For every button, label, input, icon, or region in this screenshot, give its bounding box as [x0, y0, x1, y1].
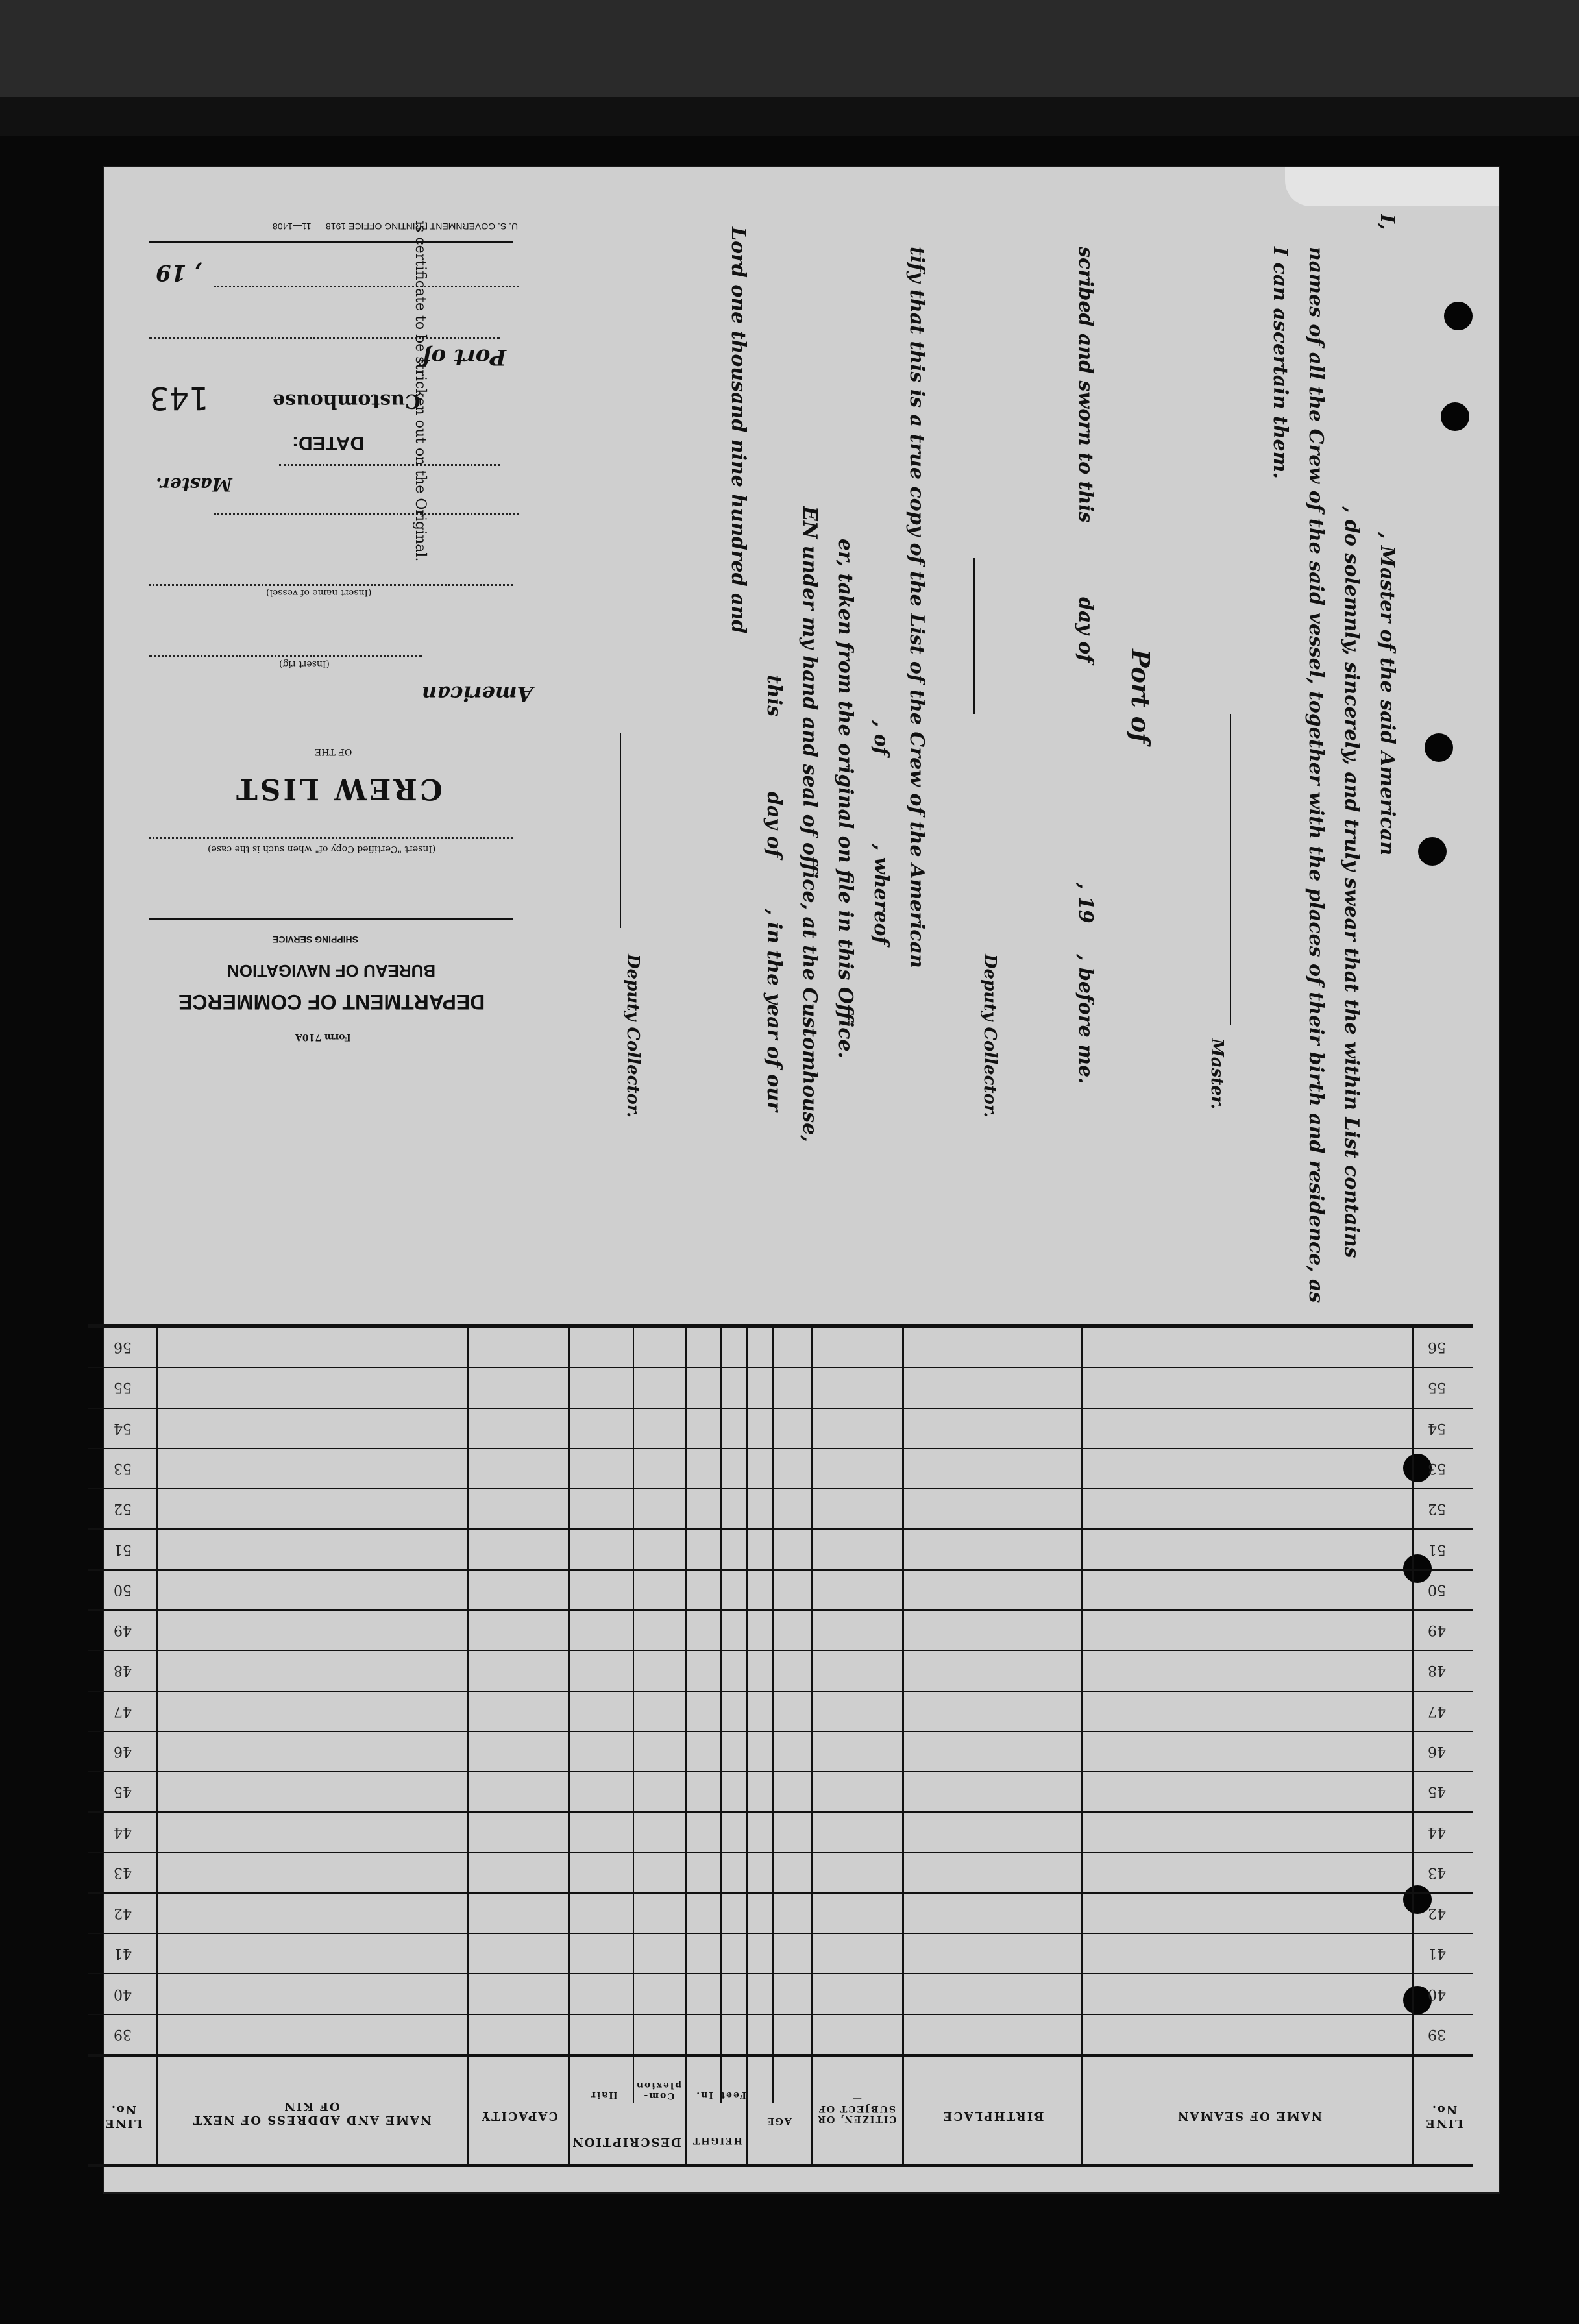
- oath-line2: , do solemnly, sincerely, and truly swear that the within List contains: [1340, 506, 1363, 1258]
- row-number-right: 47: [1428, 1703, 1446, 1719]
- row-number-left: 47: [114, 1703, 132, 1719]
- date-year-line: , 19: [156, 260, 202, 286]
- date-line: [214, 286, 519, 287]
- row-number-right: 41: [1428, 1945, 1446, 1961]
- bureau-label: BUREAU OF NAVIGATION: [227, 961, 436, 981]
- row-number-right: 48: [1428, 1662, 1446, 1678]
- certificate-line6: Lord one thousand nine hundred and: [727, 227, 750, 634]
- header-age: AGE: [766, 2116, 792, 2126]
- row-number-left: 54: [114, 1420, 132, 1436]
- table-row: [88, 1327, 1473, 1328]
- header-feet: Feet: [719, 2090, 746, 2100]
- row-number-left: 50: [114, 1582, 132, 1598]
- punch-hole: [1425, 733, 1453, 762]
- certified-copy-note: (Insert "Certified Copy of" when such is the case): [208, 844, 436, 854]
- header-next-of-kin: NAME AND ADDRESS OF NEXT OF KIN: [191, 2099, 432, 2127]
- american-label: American: [422, 681, 533, 706]
- column-divider: [811, 1324, 813, 2164]
- printing-office-note: U. S. GOVERNMENT PRINTING OFFICE 1918 11—1408: [273, 221, 519, 232]
- oath-master-signature: Master.: [1207, 1038, 1227, 1110]
- master-label: Master.: [156, 474, 232, 495]
- oath-subscribed: scribed and sworn to this: [1074, 247, 1097, 523]
- row-number-left: 51: [114, 1541, 132, 1558]
- oath-year: , 19: [1074, 883, 1097, 923]
- row-number-right: 44: [1428, 1824, 1446, 1840]
- rig-line: [149, 655, 422, 657]
- row-number-left: 52: [114, 1500, 132, 1517]
- row-number-left: 48: [114, 1662, 132, 1678]
- handwritten-number: 143: [149, 380, 209, 416]
- oath-deputy-collector: Deputy Collector.: [980, 954, 999, 1118]
- row-number-right: 49: [1428, 1622, 1446, 1638]
- column-divider: [746, 1324, 748, 2164]
- table-row: [88, 1691, 1473, 1692]
- oath-before-me: , before me.: [1074, 954, 1097, 1084]
- certificate-line5-year: , in the year of our: [763, 909, 785, 1112]
- header-height: HEIGHT: [691, 2135, 743, 2146]
- punch-hole: [1441, 402, 1469, 431]
- column-divider: [1081, 1324, 1083, 2164]
- column-divider: [720, 1324, 722, 2103]
- table-row: [88, 1811, 1473, 1813]
- signature-line: [620, 733, 621, 928]
- table-row: [88, 1892, 1473, 1894]
- header-hair: Hair: [589, 2090, 618, 2100]
- form-number: Form 710A: [295, 1032, 351, 1042]
- table-row: [88, 1448, 1473, 1449]
- torn-edge: [1285, 167, 1499, 206]
- oath-line4: I can ascertain them.: [1269, 247, 1291, 479]
- table-row: [88, 1973, 1473, 1974]
- dated-label: DATED:: [292, 432, 365, 454]
- row-number-right: 55: [1428, 1379, 1446, 1395]
- header-line-no-right: LINE No.: [1425, 2103, 1463, 2130]
- row-number-right: 40: [1428, 1986, 1446, 2002]
- header-birthplace: BIRTHPLACE: [942, 2109, 1044, 2123]
- insert-rig-note: (Insert rig): [279, 659, 330, 669]
- column-divider: [156, 1324, 158, 2164]
- customhouse-label: Customhouse: [273, 389, 421, 412]
- row-number-left: 39: [114, 2026, 132, 2042]
- stricken-note: is certificate to be stricken out on the Original.: [412, 221, 428, 562]
- row-number-left: 56: [114, 1339, 132, 1355]
- certificate-line5-day: day of: [763, 792, 785, 858]
- oath-line1-end: , Master of the said American: [1376, 532, 1399, 856]
- column-divider: [685, 1324, 687, 2164]
- table-row: [88, 1852, 1473, 1853]
- master-line: [214, 513, 519, 515]
- row-number-left: 55: [114, 1379, 132, 1395]
- row-number-left: 45: [114, 1783, 132, 1800]
- row-number-right: 53: [1428, 1460, 1446, 1476]
- header-complexion: Com- plexion: [635, 2080, 681, 2101]
- header-line-no-left: LINE No.: [104, 2103, 143, 2130]
- certificate-line5: this: [763, 675, 785, 716]
- row-number-right: 42: [1428, 1905, 1446, 1921]
- punch-hole: [1444, 302, 1473, 330]
- crew-list-title: CREW LIST: [234, 772, 443, 805]
- table-row: [88, 1650, 1473, 1651]
- dated-line: [279, 464, 500, 466]
- row-number-right: 50: [1428, 1582, 1446, 1598]
- column-divider: [633, 1324, 634, 2103]
- table-row: [88, 1488, 1473, 1489]
- port-of-label: Port of: [422, 344, 507, 370]
- oath-port-of: Port of: [1126, 649, 1155, 744]
- row-number-left: 41: [114, 1945, 132, 1961]
- table-row: [88, 1408, 1473, 1409]
- shipping-service-label: SHIPPING SERVICE: [273, 935, 359, 945]
- row-number-left: 40: [114, 1986, 132, 2002]
- row-number-left: 44: [114, 1824, 132, 1840]
- row-number-right: 56: [1428, 1339, 1446, 1355]
- column-divider: [1412, 1324, 1414, 2164]
- row-number-left: 53: [114, 1460, 132, 1476]
- header-name-of-seaman: NAME OF SEAMAN: [1176, 2109, 1323, 2123]
- table-row: [88, 1367, 1473, 1368]
- column-divider: [902, 1324, 904, 2164]
- row-number-left: 43: [114, 1865, 132, 1881]
- row-number-right: 52: [1428, 1500, 1446, 1517]
- column-divider: [467, 1324, 469, 2164]
- table-row: [88, 1569, 1473, 1571]
- header-inches: In.: [695, 2090, 713, 2100]
- certificate-line2-whereof: , whereof: [870, 844, 892, 945]
- column-divider: [568, 1324, 570, 2164]
- punch-hole: [1403, 1554, 1432, 1583]
- port-line: [149, 337, 500, 339]
- department-label: DEPARTMENT OF COMMERCE: [178, 990, 485, 1014]
- row-number-right: 46: [1428, 1743, 1446, 1759]
- table-row: [88, 1771, 1473, 1772]
- row-number-right: 54: [1428, 1420, 1446, 1436]
- table-row: [88, 1731, 1473, 1732]
- rule: [149, 918, 513, 920]
- signature-line: [973, 558, 975, 714]
- table-row: [88, 1609, 1473, 1611]
- row-number-right: 45: [1428, 1783, 1446, 1800]
- row-number-left: 49: [114, 1622, 132, 1638]
- table-header-rule: [88, 2054, 1473, 2057]
- header-capacity: CAPACITY: [480, 2109, 558, 2123]
- header-description: DESCRIPTION: [571, 2135, 681, 2149]
- certificate-line1: tify that this is a true copy of the List of the Crew of the American: [905, 247, 928, 968]
- of-the-label: OF THE: [315, 746, 352, 757]
- certificate-line2-of: , of: [870, 720, 892, 755]
- rule: [149, 241, 513, 243]
- table-bottom-rule: [88, 2164, 1473, 2167]
- oath-day-of: day of: [1074, 597, 1097, 663]
- certified-line: [149, 837, 513, 839]
- certificate-line3: er, taken from the original on file in this Office.: [834, 539, 857, 1059]
- table-row: [88, 1528, 1473, 1530]
- table-row: [88, 2014, 1473, 2015]
- signature-line: [1230, 714, 1231, 1025]
- oath-line1-start: I,: [1376, 214, 1399, 230]
- table-row: [88, 1933, 1473, 1934]
- row-number-right: 51: [1428, 1541, 1446, 1558]
- oath-line3: names of all the Crew of the said vessel, together with the places of their birth and residence, as: [1304, 247, 1327, 1303]
- row-number-left: 42: [114, 1905, 132, 1921]
- scan-dark-band: [0, 97, 1579, 136]
- certificate-line4: EN under my hand and seal of office, at the Customhouse,: [798, 506, 821, 1142]
- vessel-name-line: [149, 584, 513, 586]
- certificate-deputy-collector: Deputy Collector.: [623, 954, 643, 1118]
- punch-hole: [1418, 837, 1447, 866]
- insert-vessel-note: (Insert name of vessel): [266, 587, 372, 598]
- header-citizen: CITIZEN, OR SUBJECT OF—: [816, 2093, 897, 2124]
- row-number-right: 39: [1428, 2026, 1446, 2042]
- row-number-left: 46: [114, 1743, 132, 1759]
- row-number-right: 43: [1428, 1865, 1446, 1881]
- column-divider: [772, 1324, 774, 2103]
